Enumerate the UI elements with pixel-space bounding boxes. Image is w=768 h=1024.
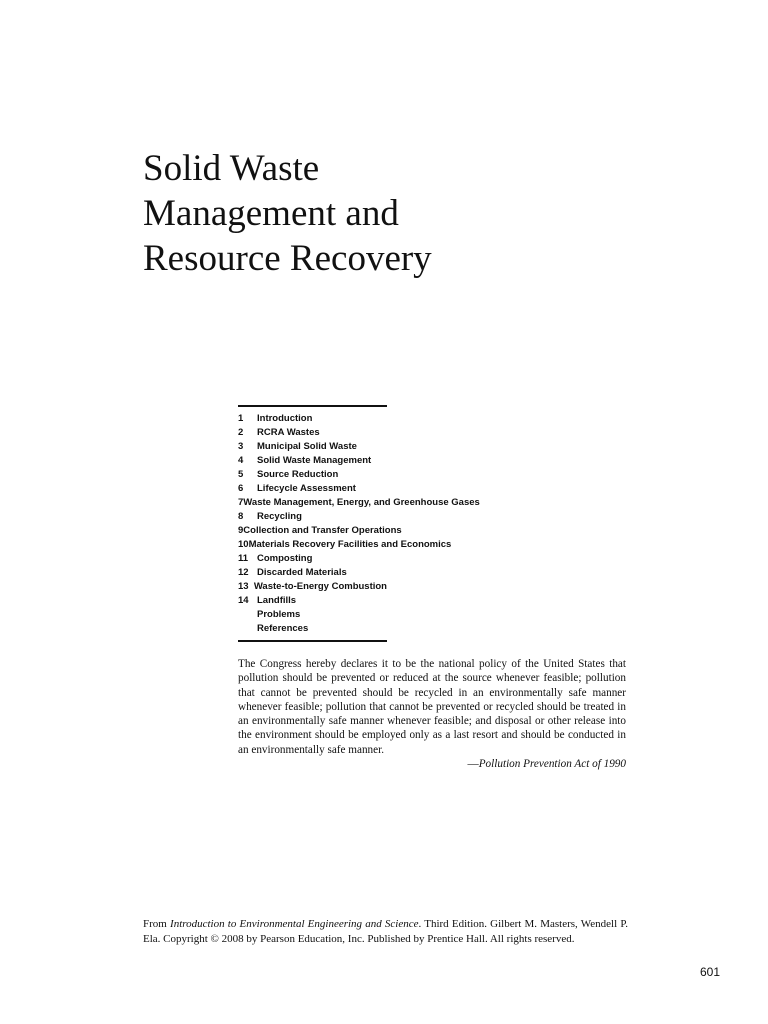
toc-item-number: 4 [238, 454, 244, 466]
chapter-title [143, 146, 663, 281]
source-note-prefix: From [143, 918, 171, 930]
epigraph-text: The Congress hereby declares it to be the national policy of the United States that pollution should be prevented or reduced at the source whenever feasible; pollution that cannot be prevented should be recycled in an environmentally safe manner whenever feasible; pollution that cannot be prevented or recycled should be treated in an environmentally safe manner whenever feasible; and disposal or other release into the environment should be employed only as a last resort and should be conducted in an environmentally safe manner. [238, 658, 626, 756]
source-note-details: . Third Edition. Gilbert M. Masters, Wendell P. Ela. Copyright © 2008 by Pearson Education, Inc. Published by Prentice Hall. All rights reserved. [143, 918, 628, 945]
source-note [143, 917, 628, 946]
toc-item[interactable] [238, 607, 387, 621]
toc-item-number: 8 [238, 510, 244, 522]
chapter-contents [238, 405, 480, 642]
toc-item-label: Recycling [257, 510, 302, 522]
toc-item-label: Collection and Transfer Operations [243, 524, 402, 536]
toc-item-number: 13 [238, 580, 249, 592]
toc-item-number: 3 [238, 440, 244, 452]
attribution-source: Pollution Prevention Act of 1990 [478, 758, 626, 770]
toc-item-label: Introduction [257, 412, 313, 424]
toc-item[interactable] [238, 495, 480, 509]
toc-item[interactable] [238, 411, 387, 425]
toc-item-label: Lifecycle Assessment [257, 482, 356, 494]
toc-item[interactable] [238, 537, 452, 551]
page-number: 601 [700, 965, 721, 979]
toc-item-label: Waste Management, Energy, and Greenhouse Gases [243, 496, 480, 508]
toc-item[interactable] [238, 523, 402, 537]
toc-item-label: RCRA Wastes [257, 426, 320, 438]
toc-item-label: Landfills [257, 594, 297, 606]
toc-item-number: 5 [238, 468, 244, 480]
toc-item-number: 1 [238, 412, 244, 424]
toc-item-number: 12 [238, 566, 249, 578]
chapter-title-line-2: Management and [143, 193, 399, 234]
toc-bottom-rule [238, 640, 387, 642]
toc-item-number: 2 [238, 426, 244, 438]
epigraph-attribution [238, 757, 626, 771]
toc-item[interactable] [238, 621, 387, 635]
attribution-dash: — [467, 758, 479, 770]
toc-item-label: Waste-to-Energy Combustion [253, 580, 387, 592]
toc-list [238, 407, 480, 640]
toc-item-label: Solid Waste Management [257, 454, 372, 466]
toc-item[interactable] [238, 439, 387, 453]
toc-item-number: 14 [238, 594, 249, 606]
toc-item[interactable] [238, 551, 387, 565]
toc-item-label: Materials Recovery Facilities and Economics [248, 538, 452, 550]
toc-item[interactable] [238, 481, 387, 495]
source-book-title: Introduction to Environmental Engineering and Science [170, 918, 419, 930]
toc-item[interactable] [238, 565, 387, 579]
toc-item[interactable] [238, 453, 387, 467]
toc-item-number: 9 [238, 524, 244, 536]
toc-item-number: 7 [238, 496, 244, 508]
toc-item-number: 6 [238, 482, 244, 494]
toc-item-label: Source Reduction [257, 468, 339, 480]
toc-item-label: Municipal Solid Waste [257, 440, 357, 452]
toc-item[interactable] [238, 509, 387, 523]
toc-item-label: References [257, 622, 309, 634]
toc-item-label: Problems [257, 608, 301, 620]
toc-item-number: 10 [238, 538, 249, 550]
toc-item[interactable] [238, 425, 387, 439]
toc-item[interactable] [238, 579, 387, 593]
chapter-title-line-1: Solid Waste [143, 148, 320, 189]
toc-item[interactable] [238, 593, 387, 607]
toc-item[interactable] [238, 467, 387, 481]
chapter-title-line-3: Resource Recovery [143, 238, 432, 279]
toc-item-label: Composting [257, 552, 313, 564]
toc-item-label: Discarded Materials [257, 566, 347, 578]
toc-item-number: 11 [238, 552, 249, 564]
